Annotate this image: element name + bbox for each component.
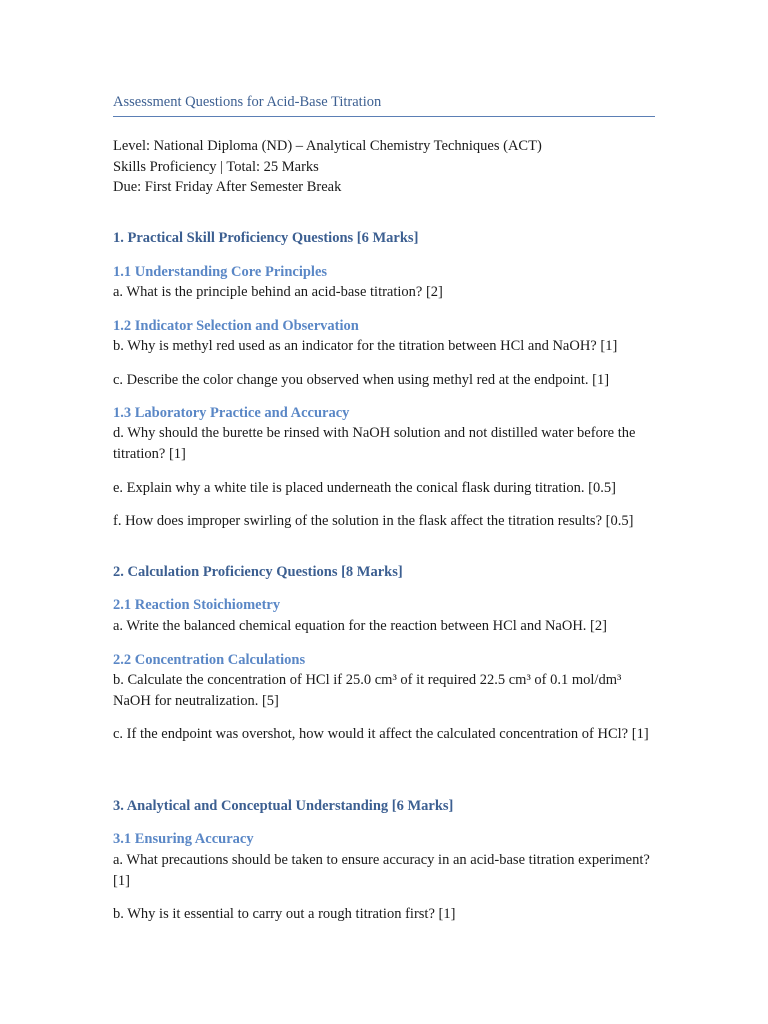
meta-level: Level: National Diploma (ND) – Analytical Chemistry Techniques (ACT) <box>113 138 542 154</box>
section-2-heading: 2. Calculation Proficiency Questions [8 Marks] <box>113 564 403 580</box>
subsection-1-3-heading: 1.3 Laboratory Practice and Accuracy <box>113 405 350 421</box>
question-2b: b. Calculate the concentration of HCl if 25.0 cm³ of it required 22.5 cm³ of 0.1 mol/dm³ NaOH for neutralization. [5] <box>113 672 622 709</box>
question-3b: b. Why is it essential to carry out a rough titration first? [1] <box>113 906 456 922</box>
subsection-1-1-heading: 1.1 Understanding Core Principles <box>113 264 328 280</box>
subsection-2-2-heading: 2.2 Concentration Calculations <box>113 652 306 668</box>
question-1c: c. Describe the color change you observed when using methyl red at the endpoint. [1] <box>113 372 610 388</box>
meta-due: Due: First Friday After Semester Break <box>113 179 342 195</box>
subsection-3-1-heading: 3.1 Ensuring Accuracy <box>113 831 254 847</box>
document-title: Assessment Questions for Acid-Base Titration <box>113 93 655 117</box>
question-1b: b. Why is methyl red used as an indicator for the titration between HCl and NaOH? [1] <box>113 338 618 354</box>
subsection-1-2-heading: 1.2 Indicator Selection and Observation <box>113 318 359 334</box>
question-3a: a. What precautions should be taken to ensure accuracy in an acid-base titration experiment? [1] <box>113 852 650 889</box>
question-1e: e. Explain why a white tile is placed underneath the conical flask during titration. [0.5] <box>113 480 616 496</box>
question-1a: a. What is the principle behind an acid-base titration? [2] <box>113 284 443 300</box>
section-1-heading: 1. Practical Skill Proficiency Questions [6 Marks] <box>113 230 419 246</box>
meta-skills: Skills Proficiency | Total: 25 Marks <box>113 158 319 175</box>
question-1f: f. How does improper swirling of the solution in the flask affect the titration results? [0.5] <box>113 513 634 529</box>
question-2c: c. If the endpoint was overshot, how would it affect the calculated concentration of HCl? [1] <box>113 726 649 742</box>
section-3-heading: 3. Analytical and Conceptual Understanding [6 Marks] <box>113 798 454 814</box>
question-2a: a. Write the balanced chemical equation for the reaction between HCl and NaOH. [2] <box>113 618 607 634</box>
document-meta <box>113 136 655 198</box>
subsection-2-1-heading: 2.1 Reaction Stoichiometry <box>113 597 281 613</box>
question-1d: d. Why should the burette be rinsed with NaOH solution and not distilled water before the titration? [1] <box>113 425 636 462</box>
